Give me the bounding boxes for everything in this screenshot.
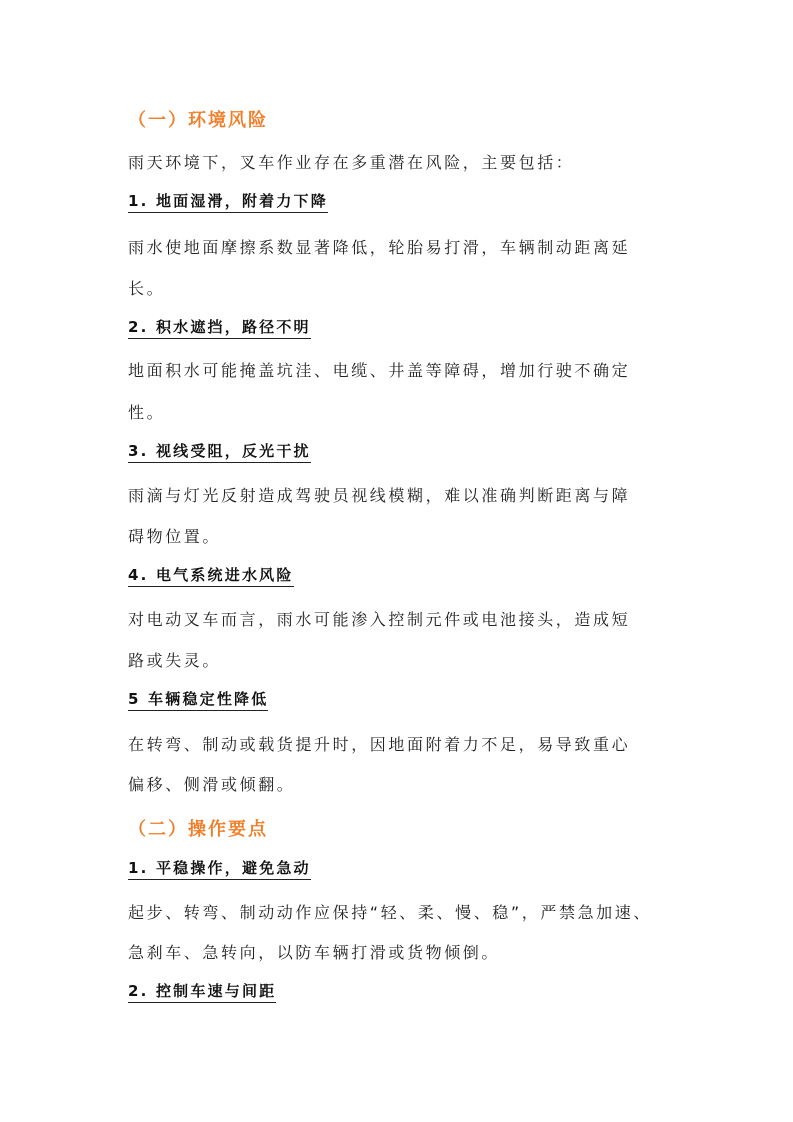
paragraph-line: 碍物位置。 <box>128 527 222 546</box>
paragraph-line: 性。 <box>128 403 166 422</box>
paragraph-line: 偏移、侧滑或倾翻。 <box>128 775 296 794</box>
paragraph-line: 在转弯、制动或载货提升时，因地面附着力不足，易导致重心 <box>128 735 631 754</box>
intro-paragraph: 雨天环境下，叉车作业存在多重潜在风险，主要包括： <box>128 153 575 172</box>
paragraph-line: 急刹车、急转向，以防车辆打滑或货物倾倒。 <box>128 943 501 962</box>
subheading-slippery-ground: 1. 地面湿滑，附着力下降 <box>128 192 328 213</box>
subheading-visibility: 3. 视线受阻，反光干扰 <box>128 442 311 463</box>
paragraph-line: 地面积水可能掩盖坑洼、电缆、井盖等障碍，增加行驶不确定 <box>128 361 631 380</box>
subheading-speed-distance: 2. 控制车速与间距 <box>128 982 276 1003</box>
subheading-standing-water: 2. 积水遮挡，路径不明 <box>128 318 311 339</box>
subheading-stability: 5 车辆稳定性降低 <box>128 690 268 711</box>
paragraph-line: 起步、转弯、制动动作应保持“轻、柔、慢、稳”，严禁急加速、 <box>128 903 652 922</box>
paragraph-line: 路或失灵。 <box>128 651 222 670</box>
paragraph-line: 长。 <box>128 279 166 298</box>
subheading-smooth-operation: 1. 平稳操作，避免急动 <box>128 859 311 880</box>
section-title-operation-points: （二）操作要点 <box>128 819 268 840</box>
subheading-electrical-water: 4. 电气系统进水风险 <box>128 566 294 587</box>
section-title-environment-risk: （一）环境风险 <box>128 110 268 131</box>
paragraph-line: 雨水使地面摩擦系数显著降低，轮胎易打滑，车辆制动距离延 <box>128 238 631 257</box>
paragraph-line: 对电动叉车而言，雨水可能渗入控制元件或电池接头，造成短 <box>128 610 631 629</box>
paragraph-line: 雨滴与灯光反射造成驾驶员视线模糊，难以准确判断距离与障 <box>128 486 631 505</box>
